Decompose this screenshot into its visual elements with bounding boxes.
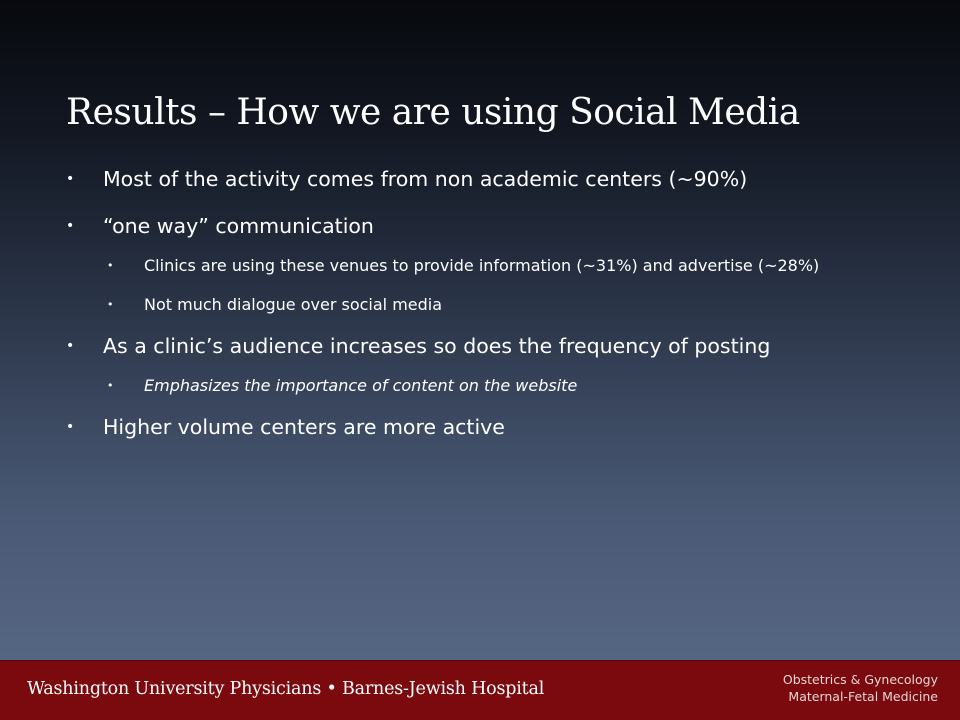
bullet-icon: • xyxy=(66,419,75,435)
slide-title: Results – How we are using Social Media xyxy=(66,92,800,133)
department-name: Obstetrics & Gynecology xyxy=(782,672,938,687)
footer-brand: Washington University Physicians • Barnes-Jewish Hospital xyxy=(27,679,545,699)
bullet-item xyxy=(66,413,866,442)
bullet-item xyxy=(66,332,866,361)
bullet-item xyxy=(66,165,866,194)
bullet-text: Not much dialogue over social media xyxy=(144,295,443,314)
bullet-text: Most of the activity comes from non academic centers (~90%) xyxy=(103,167,748,191)
bullet-icon: • xyxy=(107,298,114,311)
bullet-icon: • xyxy=(107,379,114,392)
bullet-icon: • xyxy=(107,259,114,272)
footer-department xyxy=(783,671,938,705)
bullet-icon: • xyxy=(66,171,75,187)
division-name: Maternal-Fetal Medicine xyxy=(788,689,938,704)
bullet-icon: • xyxy=(66,218,75,234)
sub-bullet-item xyxy=(107,254,866,277)
bullet-text: “one way” communication xyxy=(103,214,374,238)
bullet-text: As a clinic’s audience increases so does the frequency of posting xyxy=(103,334,771,358)
footer-bar xyxy=(0,660,960,720)
bullet-text: Clinics are using these venues to provide information (~31%) and advertise (~28%) xyxy=(144,256,820,275)
sub-bullet-item xyxy=(107,374,866,397)
bullet-list xyxy=(66,165,866,460)
bullet-text: Higher volume centers are more active xyxy=(103,415,505,439)
bullet-item xyxy=(66,212,866,241)
sub-bullet-item xyxy=(107,293,866,316)
bullet-text: Emphasizes the importance of content on the website xyxy=(144,376,578,395)
bullet-icon: • xyxy=(66,338,75,354)
